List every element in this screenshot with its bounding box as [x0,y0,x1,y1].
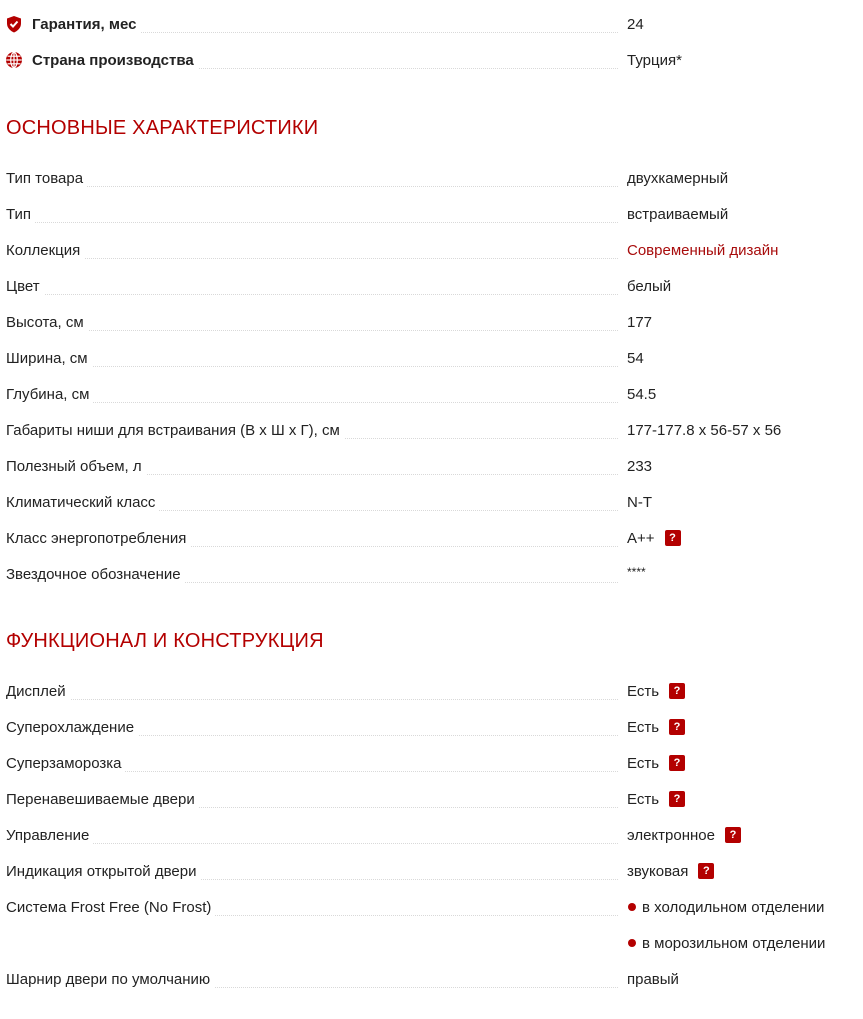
spec-label: Управление [6,827,93,844]
spec-value: 177-177.8 x 56-57 x 56 [627,421,782,439]
spec-row [0,304,863,340]
shield-check-icon [5,15,23,33]
spec-value-text: в холодильном отделении [642,898,825,916]
dotted-leader [6,222,618,223]
dotted-leader [6,258,618,259]
help-icon[interactable]: ? [665,530,681,546]
spec-label: Шарнир двери по умолчанию [6,971,214,988]
spec-value: встраиваемый [627,205,729,223]
spec-value-text: Есть [627,754,660,772]
spec-value: двухкамерный [627,169,729,187]
spec-row [0,412,863,448]
bullet-icon [628,939,636,947]
help-icon[interactable]: ? [669,791,685,807]
dotted-leader [6,330,618,331]
help-icon[interactable]: ? [669,755,685,771]
spec-label: Система Frost Free (No Frost) [6,899,215,916]
spec-value [627,745,685,781]
spec-label: Коллекция [6,242,84,259]
spec-row [0,160,863,196]
spec-label: Класс энергопотребления [6,530,190,547]
spec-row [0,781,863,817]
spec-row [0,268,863,304]
spec-row-country [0,42,863,78]
spec-row [0,889,863,925]
spec-value [627,817,741,853]
spec-row [0,340,863,376]
spec-value: 54 [627,349,644,367]
spec-label: Цвет [6,278,44,295]
spec-row [0,448,863,484]
spec-value [627,673,685,709]
spec-label: Тип [6,206,35,223]
spec-value: N-T [627,493,652,511]
spec-label: Полезный объем, л [6,458,146,475]
spec-row [0,484,863,520]
section-title-functional: ФУНКЦИОНАЛ И КОНСТРУКЦИЯ [6,630,324,652]
spec-value [627,925,825,961]
globe-icon [5,51,23,69]
help-icon[interactable]: ? [669,719,685,735]
spec-value [627,889,824,925]
dotted-leader [6,186,618,187]
spec-value [627,709,685,745]
help-icon[interactable]: ? [725,827,741,843]
spec-value [627,853,714,889]
spec-value: 54.5 [627,385,657,403]
spec-value: 233 [627,457,653,475]
spec-row-continued [0,925,863,961]
help-icon[interactable]: ? [698,863,714,879]
spec-value-text: Есть [627,790,660,808]
spec-row [0,745,863,781]
spec-label: Тип товара [6,170,87,187]
spec-value: 177 [627,313,653,331]
spec-row [0,961,863,997]
spec-label: Суперохлаждение [6,719,138,736]
spec-row [0,853,863,889]
spec-label: Суперзаморозка [6,755,125,772]
collection-link[interactable]: Современный дизайн [627,241,779,259]
spec-value-text: в морозильном отделении [642,934,826,952]
spec-row [0,232,863,268]
section-title-main: ОСНОВНЫЕ ХАРАКТЕРИСТИКИ [6,117,319,139]
spec-value: белый [627,277,672,295]
spec-label: Звездочное обозначение [6,566,185,583]
dotted-leader [6,699,618,700]
spec-label: Климатический класс [6,494,159,511]
spec-label: Дисплей [6,683,70,700]
spec-value: 24 [627,15,644,33]
spec-row [0,673,863,709]
spec-value-text: Есть [627,718,660,736]
spec-value-text: звуковая [627,862,689,880]
spec-row [0,709,863,745]
dotted-leader [6,402,618,403]
spec-label: Глубина, см [6,386,93,403]
spec-label: Гарантия, мес [32,15,137,33]
spec-value: **** [627,565,646,579]
spec-row [0,556,863,592]
spec-label: Индикация открытой двери [6,863,200,880]
spec-value-text: Есть [627,682,660,700]
spec-label: Ширина, см [6,350,92,367]
spec-value: правый [627,970,679,988]
spec-value [627,781,685,817]
spec-value-text: A++ [627,529,655,547]
bullet-icon [628,903,636,911]
spec-row [0,520,863,556]
dotted-leader [6,366,618,367]
spec-label: Высота, см [6,314,88,331]
spec-label: Страна производства [32,51,194,69]
spec-value [627,520,681,556]
dotted-leader [6,294,618,295]
spec-label: Перенавешиваемые двери [6,791,199,808]
spec-row [0,817,863,853]
spec-row [0,376,863,412]
spec-row [0,196,863,232]
spec-value-text: электронное [627,826,715,844]
spec-label: Габариты ниши для встраивания (В х Ш х Г), см [6,422,344,439]
dotted-leader [6,843,618,844]
spec-value: Турция* [627,51,682,69]
spec-row-warranty [0,6,863,42]
help-icon[interactable]: ? [669,683,685,699]
